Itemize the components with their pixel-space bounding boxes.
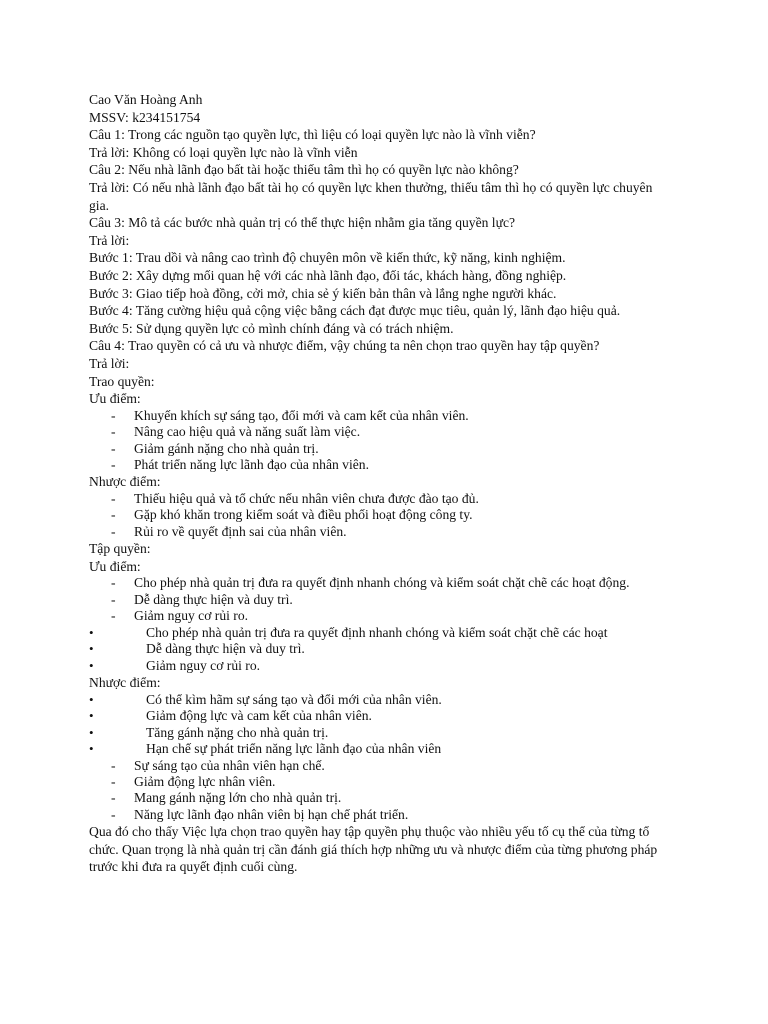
list-item: - Thiếu hiệu quả và tổ chức nếu nhân viên chưa được đào tạo đủ. bbox=[111, 490, 479, 506]
dash-marker: - bbox=[111, 456, 116, 472]
list-item: • Giảm nguy cơ rủi ro. bbox=[89, 657, 261, 673]
answer-1: Trả lời: Không có loại quyền lực nào là vĩnh viễn bbox=[89, 144, 358, 160]
centralization-cons-dash-list bbox=[89, 758, 669, 824]
dash-marker: - bbox=[111, 440, 116, 456]
step-5: Bước 5: Sử dụng quyền lực cỏ mình chính đáng và có trách nhiệm. bbox=[89, 320, 454, 336]
list-item: - Khuyến khích sự sáng tạo, đổi mới và cam kết của nhân viên. bbox=[111, 407, 469, 423]
question-2: Câu 2: Nếu nhà lãnh đạo bất tài hoặc thiếu tâm thì họ có quyền lực nào không? bbox=[89, 162, 519, 178]
dash-marker: - bbox=[111, 608, 116, 624]
list-item: - Phát triển năng lực lãnh đạo của nhân viên. bbox=[111, 456, 369, 472]
dash-marker: - bbox=[111, 591, 116, 607]
question-4: Câu 4: Trao quyền có cả ưu và nhược điểm, vậy chúng ta nên chọn trao quyền hay tập quyền? bbox=[89, 338, 600, 354]
list-item: • Tăng gánh nặng cho nhà quản trị. bbox=[89, 724, 329, 740]
bullet-marker: • bbox=[89, 624, 94, 640]
centralization-cons-label: Nhược điểm: bbox=[89, 675, 161, 691]
list-item: - Sự sáng tạo của nhân viên hạn chế. bbox=[111, 757, 325, 773]
list-item: - Rủi ro về quyết định sai của nhân viên. bbox=[111, 523, 347, 539]
list-item: - Giảm nguy cơ rủi ro. bbox=[111, 608, 249, 624]
bullet-marker: • bbox=[89, 708, 94, 724]
centralization-cons-bullet-list bbox=[89, 692, 669, 758]
bullet-marker: • bbox=[89, 724, 94, 740]
dash-marker: - bbox=[111, 407, 116, 423]
document-page bbox=[89, 91, 669, 876]
delegation-heading: Trao quyền: bbox=[89, 373, 155, 389]
dash-marker: - bbox=[111, 806, 116, 822]
answer-3-label: Trả lời: bbox=[89, 232, 130, 248]
step-3: Bước 3: Giao tiếp hoà đồng, cởi mở, chia sẻ ý kiến bản thân và lắng nghe người khác. bbox=[89, 285, 557, 301]
dash-marker: - bbox=[111, 490, 116, 506]
list-item: - Giảm gánh nặng cho nhà quản trị. bbox=[111, 440, 319, 456]
list-item: - Dễ dàng thực hiện và duy trì. bbox=[111, 591, 293, 607]
dash-marker: - bbox=[111, 424, 116, 440]
centralization-pros-dash-list bbox=[89, 575, 669, 624]
dash-marker: - bbox=[111, 507, 116, 523]
list-item: - Năng lực lãnh đạo nhân viên bị hạn chế phát triển. bbox=[111, 806, 409, 822]
list-item: - Cho phép nhà quản trị đưa ra quyết định nhanh chóng và kiểm soát chặt chẽ các hoạt động. bbox=[111, 575, 630, 591]
centralization-pros-bullet-list bbox=[89, 625, 669, 675]
centralization-pros-label: Ưu điểm: bbox=[89, 558, 141, 574]
dash-marker: - bbox=[111, 774, 116, 790]
bullet-marker: • bbox=[89, 641, 94, 657]
step-2: Bước 2: Xây dựng mối quan hệ với các nhà lãnh đạo, đối tác, khách hàng, đồng nghiệp. bbox=[89, 267, 567, 283]
student-id: MSSV: k234151754 bbox=[89, 109, 201, 125]
dash-marker: - bbox=[111, 523, 116, 539]
dash-marker: - bbox=[111, 790, 116, 806]
bullet-marker: • bbox=[89, 657, 94, 673]
conclusion-paragraph: Qua đó cho thấy Việc lựa chọn trao quyền hay tập quyền phụ thuộc vào nhiều yếu tố cụ thể của từng tổ chức. Quan trọng là nhà quản trị cần đánh giá thích hợp những ưu và nhược điểm của từng phương pháp trước khi đưa ra quyết định cuối cùng. bbox=[89, 824, 658, 875]
delegation-cons-label: Nhược điểm: bbox=[89, 474, 161, 490]
delegation-pros-list bbox=[89, 408, 669, 474]
step-4: Bước 4: Tăng cường hiệu quả cộng việc bằng cách đạt được mục tiêu, quản lý, lãnh đạo hiệu quả. bbox=[89, 303, 621, 319]
answer-2: Trả lời: Có nếu nhà lãnh đạo bất tài họ có quyền lực khen thưởng, thiếu tâm thì họ có quyền lực chuyên gia. bbox=[89, 179, 653, 213]
delegation-pros-label: Ưu điểm: bbox=[89, 391, 141, 407]
list-item: • Cho phép nhà quản trị đưa ra quyết định nhanh chóng và kiểm soát chặt chẽ các hoạt bbox=[89, 624, 608, 640]
list-item: • Hạn chế sự phát triển năng lực lãnh đạo của nhân viên bbox=[89, 741, 442, 757]
bullet-marker: • bbox=[89, 741, 94, 757]
dash-marker: - bbox=[111, 757, 116, 773]
list-item: - Giảm động lực nhân viên. bbox=[111, 774, 276, 790]
centralization-heading: Tập quyền: bbox=[89, 541, 151, 557]
dash-marker: - bbox=[111, 575, 116, 591]
list-item: • Giảm động lực và cam kết của nhân viên. bbox=[89, 708, 372, 724]
list-item: • Dễ dàng thực hiện và duy trì. bbox=[89, 641, 305, 657]
list-item: - Mang gánh nặng lớn cho nhà quản trị. bbox=[111, 790, 342, 806]
step-1: Bước 1: Trau dồi và nâng cao trình độ chuyên môn về kiến thức, kỹ năng, kinh nghiệm. bbox=[89, 250, 566, 266]
delegation-cons-list bbox=[89, 491, 669, 540]
bullet-marker: • bbox=[89, 691, 94, 707]
answer-4-label: Trả lời: bbox=[89, 355, 130, 371]
question-1: Câu 1: Trong các nguồn tạo quyền lực, thì liệu có loại quyền lực nào là vĩnh viễn? bbox=[89, 127, 536, 143]
list-item: - Gặp khó khăn trong kiểm soát và điều phối hoạt động công ty. bbox=[111, 507, 473, 523]
list-item: - Nâng cao hiệu quả và năng suất làm việc. bbox=[111, 424, 361, 440]
question-3: Câu 3: Mô tả các bước nhà quản trị có thể thực hiện nhằm gia tăng quyền lực? bbox=[89, 215, 516, 231]
list-item: • Có thể kìm hãm sự sáng tạo và đổi mới của nhân viên. bbox=[89, 691, 442, 707]
author-name: Cao Văn Hoàng Anh bbox=[89, 92, 203, 107]
